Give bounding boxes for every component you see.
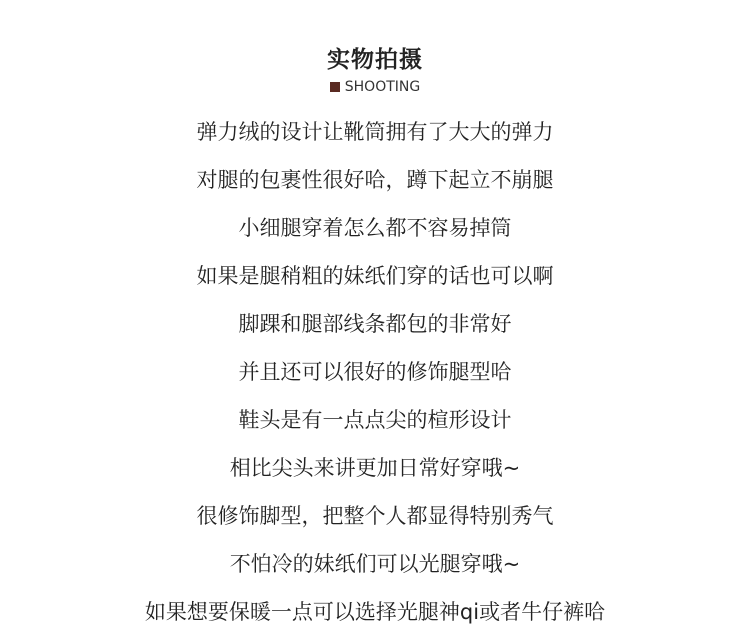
description-line: 对腿的包裹性很好哈，蹲下起立不崩腿 (196, 168, 554, 192)
description-lines (0, 108, 750, 636)
description-line: 鞋头是有一点点尖的楦形设计 (238, 408, 512, 432)
square-bullet-icon (330, 82, 340, 92)
description-line: 不怕冷的妹纸们可以光腿穿哦~ (229, 552, 521, 576)
description-line: 小细腿穿着怎么都不容易掉筒 (238, 216, 512, 240)
description-line: 很修饰脚型，把整个人都显得特别秀气 (196, 504, 554, 528)
description-line: 如果是腿稍粗的妹纸们穿的话也可以啊 (196, 264, 554, 288)
description-line: 如果想要保暖一点可以选择光腿神qi或者牛仔裤哈 (144, 600, 606, 624)
section-subtitle (0, 78, 750, 96)
description-line: 脚踝和腿部线条都包的非常好 (238, 312, 512, 336)
section-subtitle-text: SHOOTING (344, 79, 421, 95)
description-line: 弹力绒的设计让靴筒拥有了大大的弹力 (196, 120, 554, 144)
section-title: 实物拍摄 (327, 47, 423, 73)
description-line: 相比尖头来讲更加日常好穿哦~ (229, 456, 521, 480)
description-line: 并且还可以很好的修饰腿型哈 (238, 360, 512, 384)
